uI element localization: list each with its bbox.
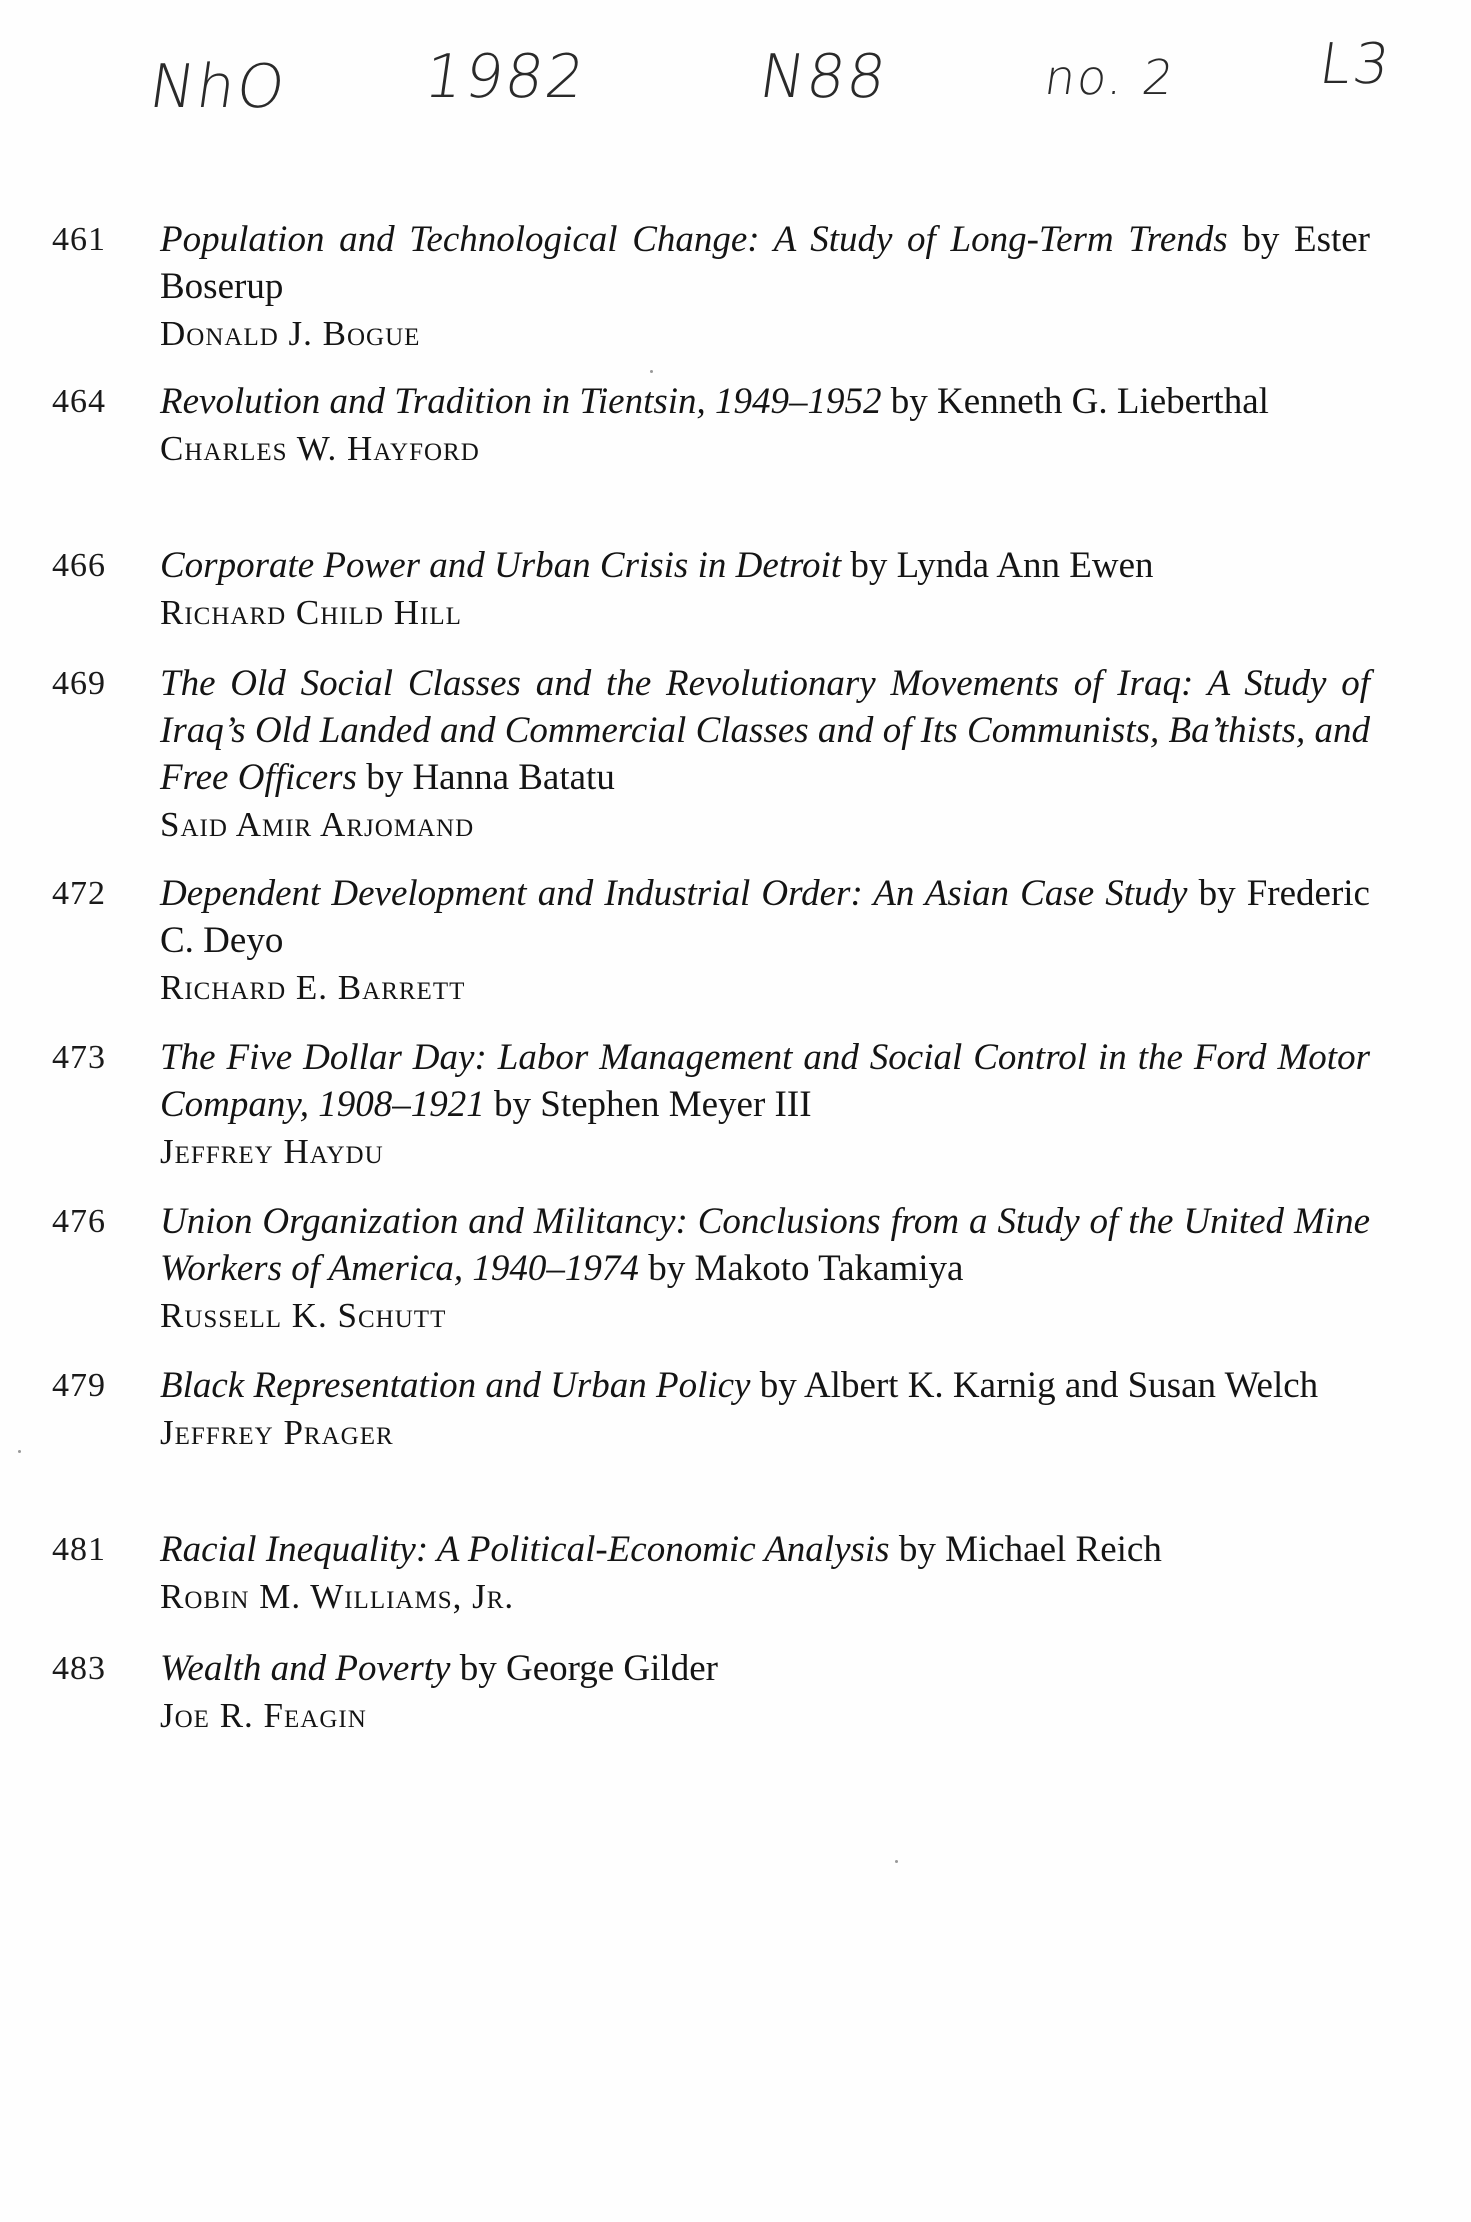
book-title: Corporate Power and Urban Crisis in Detroit bbox=[160, 545, 842, 586]
handwritten-note-part: NhO bbox=[145, 52, 292, 122]
handwritten-note-part: no. 2 bbox=[1041, 50, 1179, 106]
handwritten-annotation bbox=[0, 22, 1471, 142]
scan-speck bbox=[895, 1860, 898, 1863]
book-author: by Lynda Ann Ewen bbox=[841, 545, 1154, 586]
page-number: 481 bbox=[52, 1531, 106, 1568]
book-author: by Albert K. Karnig and Susan Welch bbox=[750, 1365, 1319, 1406]
book-author: by Makoto Takamiya bbox=[638, 1248, 964, 1289]
reviewer-name: Said Amir Arjomand bbox=[160, 805, 475, 844]
entry-body bbox=[160, 1645, 1370, 1739]
handwritten-note-part: L3 bbox=[1315, 32, 1396, 97]
entry-body bbox=[160, 542, 1370, 636]
book-title: Union Organization and Militancy: Conclusions from a Study of the United Mine Workers of America, 1940–1974 bbox=[160, 1201, 1370, 1289]
page-number: 473 bbox=[52, 1039, 106, 1076]
book-author: by Michael Reich bbox=[889, 1529, 1162, 1570]
book-title: Black Representation and Urban Policy bbox=[160, 1365, 751, 1406]
handwritten-note-part: 1982 bbox=[420, 42, 591, 112]
reviewer-name: Jeffrey Prager bbox=[160, 1413, 394, 1452]
scan-speck bbox=[650, 370, 653, 373]
book-author: by George Gilder bbox=[450, 1648, 718, 1689]
entry-body bbox=[160, 870, 1370, 1011]
entry-body bbox=[160, 378, 1370, 472]
reviewer-name: Richard E. Barrett bbox=[160, 968, 466, 1007]
reviewer-name: Richard Child Hill bbox=[160, 593, 462, 632]
page-number: 479 bbox=[52, 1367, 106, 1404]
book-title: Revolution and Tradition in Tientsin, 1949–1952 bbox=[160, 381, 882, 422]
page-number: 476 bbox=[52, 1203, 106, 1240]
page-number: 464 bbox=[52, 383, 106, 420]
reviewer-name: Jeffrey Haydu bbox=[160, 1132, 384, 1171]
book-author: by Ester Boserup bbox=[160, 219, 1370, 307]
handwritten-note-part: N88 bbox=[755, 42, 893, 112]
book-title: Dependent Development and Industrial Order: An Asian Case Study bbox=[160, 873, 1188, 914]
book-title: The Old Social Classes and the Revolutionary Movements of Iraq: A Study of Iraq’s Old Landed and Commercial Classes and of Its Communists, Ba’thists, and Free Officers bbox=[160, 663, 1370, 798]
entry-body bbox=[160, 1526, 1370, 1620]
book-title: Wealth and Poverty bbox=[160, 1648, 451, 1689]
scan-speck bbox=[18, 1450, 21, 1453]
reviewer-name: Joe R. Feagin bbox=[160, 1696, 367, 1735]
page-number: 472 bbox=[52, 875, 106, 912]
book-title: Population and Technological Change: A Study of Long-Term Trends bbox=[160, 219, 1228, 260]
reviewer-name: Robin M. Williams, Jr. bbox=[160, 1577, 515, 1616]
page-number: 466 bbox=[52, 547, 106, 584]
book-title: The Five Dollar Day: Labor Management and Social Control in the Ford Motor Company, 1908–1921 bbox=[160, 1037, 1370, 1125]
entry-body bbox=[160, 660, 1370, 848]
entry-body bbox=[160, 1034, 1370, 1175]
reviewer-name: Charles W. Hayford bbox=[160, 429, 480, 468]
entry-body bbox=[160, 216, 1370, 357]
book-author: by Kenneth G. Lieberthal bbox=[881, 381, 1269, 422]
book-author: by Hanna Batatu bbox=[356, 757, 615, 798]
entry-body bbox=[160, 1198, 1370, 1339]
page-number: 469 bbox=[52, 665, 106, 702]
entry-body bbox=[160, 1362, 1370, 1456]
page-number: 461 bbox=[52, 221, 106, 258]
book-author: by Frederic C. Deyo bbox=[160, 873, 1370, 961]
book-title: Racial Inequality: A Political-Economic Analysis bbox=[160, 1529, 890, 1570]
page-number: 483 bbox=[52, 1650, 106, 1687]
reviewer-name: Russell K. Schutt bbox=[160, 1296, 447, 1335]
book-author: by Stephen Meyer III bbox=[484, 1084, 812, 1125]
reviewer-name: Donald J. Bogue bbox=[160, 314, 421, 353]
